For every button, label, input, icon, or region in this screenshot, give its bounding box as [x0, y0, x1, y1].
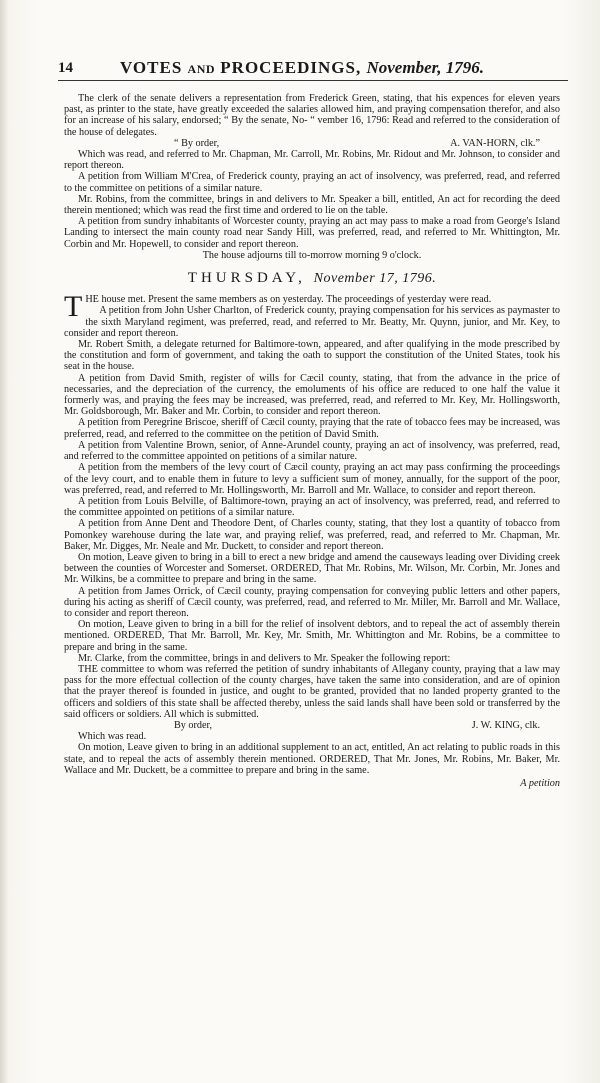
paragraph: Which was read, and referred to Mr. Chapman, Mr. Carroll, Mr. Robins, Mr. Ridout and Mr. Johnson, to consider and report thereon. [64, 149, 560, 172]
title-date: November, 1796. [366, 58, 485, 77]
paragraph: Which was read. [78, 731, 147, 743]
signature-senate [64, 138, 560, 149]
signature-order: By order, [174, 719, 213, 731]
paragraph: A petition from David Smith, register of wills for Cæcil county, stating, that from the advance in the price of necessaries, and the depreciation of the currency, the emoluments of his office are reduced to one half the value it formerly was, and praying the fees may be increased, was preferred, read, and referred to Mr. Key, Mr. Hollingsworth, Mr. Goldsborough, Mr. Baker and Mr. Corbin, to consider and report thereon. [64, 372, 560, 418]
drop-cap: T [64, 290, 83, 324]
paragraph: A petition from sundry inhabitants of Worcester county, praying an act may pass to make a road from George's Island Landing to intersect the main county road near Sandy Hill, was preferred, read, and referred to Mr. Whittington, Mr. Corbin and Mr. Hopewell, to consider and report thereon. [64, 216, 560, 250]
paragraph: A petition from James Orrick, of Cæcil county, praying compensation for conveying public letters and other papers, during his acting as sheriff of Cæcil county, was preferred, read, and referred to Mr. Miller, Mr. Barroll and Mr. Wallace, to consider and report thereon. [64, 585, 560, 619]
paragraph: On motion, Leave given to bring in a bill to erect a new bridge and amend the causeways leading over Dividing creek between the counties of Worcester and Somerset. ORDERED, That Mr. Robins, Mr. Wilson, Mr. Corbin, Mr. Jones and Mr. Wilkins, be a committee to prepare and bring in the same. [64, 551, 560, 586]
paragraph: A petition from the members of the levy court of Cæcil county, praying an act may pass confirming the proceedings of the levy court, and to enable them in future to levy a sufficient sum of money, annually, for the support of the poor, was preferred, read, and referred to Mr. Hollingsworth, Mr. Barroll and Mr. Wallace, to consider and report thereon. [64, 462, 560, 496]
paragraph: Mr. Robert Smith, a delegate returned for Baltimore-town, appeared, and after qualifying in the mode prescribed by the constitution and form of government, and taking the oath to support the constitution of the United States, took his seat in the house. [64, 339, 560, 373]
paragraph: A petition from William M'Crea, of Frederick county, praying an act of insolvency, was preferred, read, and referred to the committee on petitions of a similar nature. [64, 171, 560, 194]
signature-name: J. W. KING, clk. [471, 719, 540, 731]
document-body [64, 93, 560, 789]
paragraph: A petition from Anne Dent and Theodore Dent, of Charles county, stating, that they lost a quantity of tobacco from Pomonkey warehouse during the late war, and praying relief, was preferred, read, and referred to Mr. Chapman, Mr. Baker, Mr. Digges, Mr. Neale and Mr. Duckett, to consider and report thereon. [64, 518, 560, 552]
adjournment-line: The house adjourns till to-morrow morning 9 o'clock. [202, 249, 422, 261]
paragraph-clerk-representation: The clerk of the senate delivers a representation from Frederick Green, stating, that his expences for eleven years past, as printer to the state, have greatly exceeded the salaries allowed him, and praying compensation therefor, and also for an increase of his salary, endorsed; “ By the senate, No- “ vember 16, 1796: Read and referred to the consideration of the house of delegates. [64, 93, 560, 138]
running-title [120, 58, 484, 78]
opening-text: HE house met. Present the same members as on yesterday. The proceedings of yesterday were read. [85, 294, 492, 306]
paragraph: Mr. Clarke, from the committee, brings in and delivers to Mr. Speaker the following report: [78, 652, 451, 664]
paragraph: A petition from Peregrine Briscoe, sheriff of Cæcil county, praying that the rate of tobacco fees may be increased, was preferred, read, and referred to the committee on the petition of David Smith. [64, 417, 560, 440]
page-number: 14 [58, 60, 73, 76]
day-heading [64, 270, 560, 287]
paragraph: A petition from John Usher Charlton, of Frederick county, praying compensation for his services as paymaster to the sixth Maryland regiment, was preferred, read, and referred to Mr. Beatty, Mr. Quynn, junior, and Mr. Key, to consider and report thereon. [64, 305, 560, 339]
day-date: November 17, 1796. [313, 271, 437, 287]
paragraph: Mr. Robins, from the committee, brings in and delivers to Mr. Speaker a bill, entitled, An act for recording the deed therein mentioned; which was read the first time and ordered to lie on the table. [64, 193, 560, 217]
day-name: THURSDAY, [187, 270, 306, 287]
running-header [58, 58, 568, 78]
signature-name: A. VAN-HORN, clk.” [450, 137, 540, 149]
catchword: A petition [520, 777, 560, 789]
paragraph: A petition from Valentine Brown, senior, of Anne-Arundel county, praying an act of insolvency, was preferred, read, and referred to the committee appointed on petitions of a similar nature. [64, 439, 560, 463]
paragraph: On motion, Leave given to bring in a bill for the relief of insolvent debtors, and to repeal the act of assembly therein mentioned. ORDERED, That Mr. Barroll, Mr. Key, Mr. Smith, Mr. Whittington and Mr. Robins, be a committee to prepare and bring in the same. [64, 619, 560, 653]
header-rule [58, 80, 568, 81]
committee-report: THE committee to whom was referred the petition of sundry inhabitants of Allegany county, praying that a law may pass for the more effectual collection of the county charges, have taken the same into consideration, and are of opinion that the prayer thereof is founded in justice, and ought to be granted, provided that no landed property granted to the officers and soldiers of this state shall be affected thereby, unless the said lands shall have been sold or transferred by the said officers or soldiers. All which is submitted. [64, 663, 560, 720]
paragraph: On motion, Leave given to bring in an additional supplement to an act, entitled, An act relating to public roads in this state, and to repeal the acts of assembly therein mentioned. ORDERED, That Mr. Jones, Mr. Robins, Mr. Baker, Mr. Wallace and Mr. Duckett, be a committee to prepare and bring in the same. [64, 742, 560, 776]
paragraph: A petition from Louis Belville, of Baltimore-town, praying an act of insolvency, was preferred, read, and referred to the committee appointed on petitions of a similar nature. [64, 495, 560, 519]
title-and: AND [187, 62, 216, 76]
signature-order: “ By order, [174, 137, 220, 149]
title-proceedings: PROCEEDINGS, [220, 58, 362, 77]
title-votes: VOTES [120, 58, 183, 77]
signature-committee [64, 720, 560, 731]
page-edge-shadow [0, 0, 8, 1083]
